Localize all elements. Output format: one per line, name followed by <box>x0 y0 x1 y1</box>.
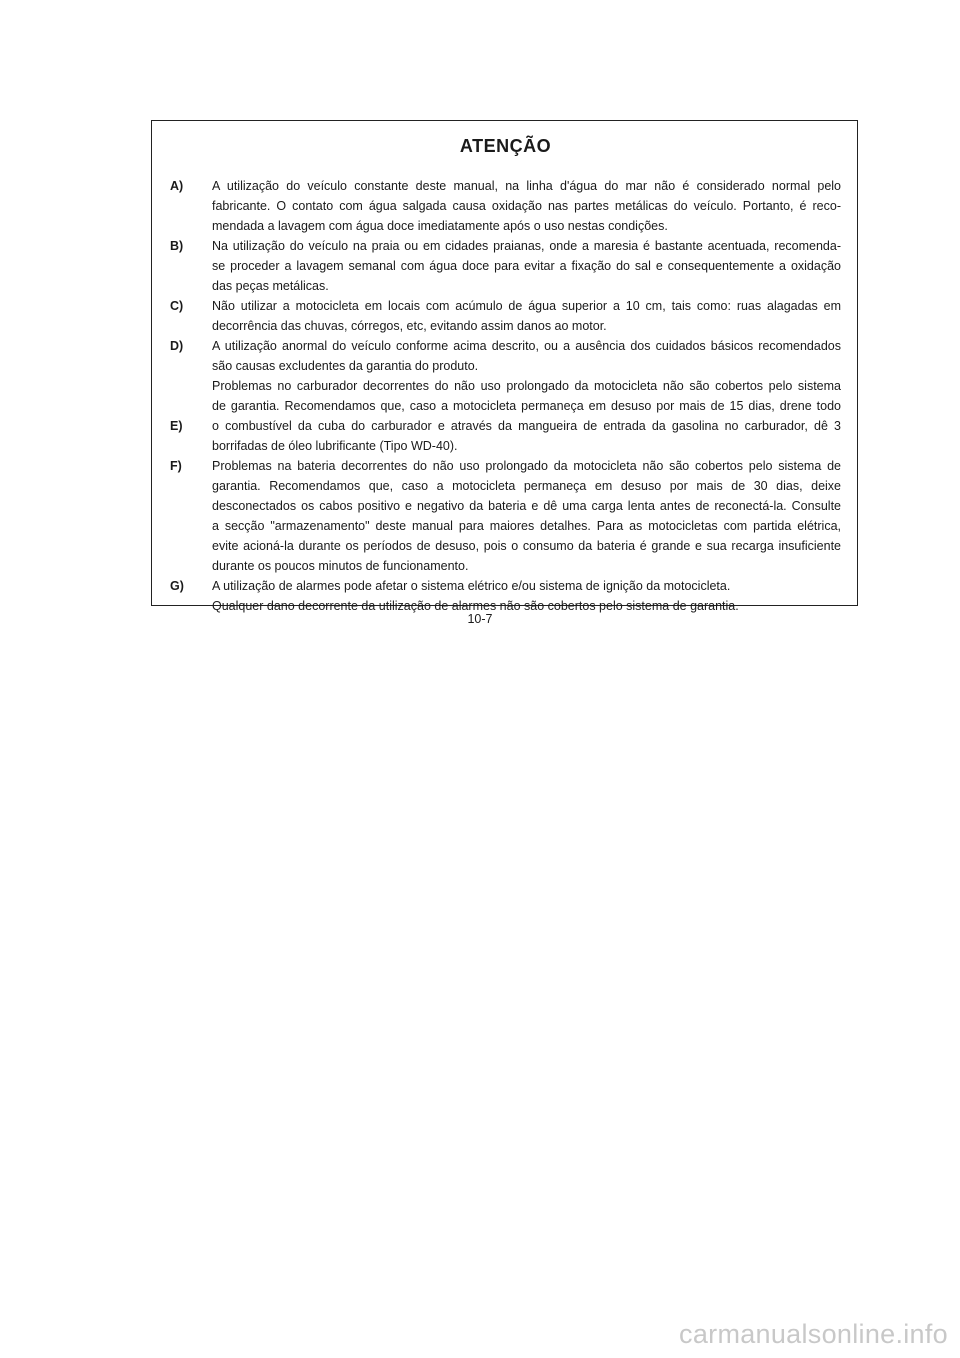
item-line: Qualquer dano decorrente da utilização de alarmes não são cobertos pelo sistema de garantia. <box>212 599 739 613</box>
notice-item-a <box>170 176 841 236</box>
item-letter: D) <box>170 339 184 353</box>
item-letter: G) <box>170 579 184 593</box>
item-line: A utilização do veículo constante deste manual, na linha d'água do mar não é considerado normal pelo <box>212 179 841 193</box>
item-line: A utilização de alarmes pode afetar o sistema elétrico e/ou sistema de ignição da motocicleta. <box>212 579 731 593</box>
notice-item-c <box>170 296 841 336</box>
item-text <box>212 376 841 456</box>
item-text <box>212 296 841 336</box>
item-letter: C) <box>170 299 184 313</box>
watermark: carmanualsonline.info <box>679 1319 948 1349</box>
item-line: se proceder a lavagem semanal com água doce para evitar a fixação do sal e consequentemente a oxidação <box>212 259 841 273</box>
notice-item-b <box>170 236 841 296</box>
item-text <box>212 336 841 376</box>
item-line: de garantia. Recomendamos que, caso a motocicleta permaneça em desuso por mais de 15 dias, drene todo <box>212 399 841 413</box>
item-line: o combustível da cuba do carburador e através da mangueira de entrada da gasolina no carburador, dê 3 <box>212 419 841 433</box>
item-line: fabricante. O contato com água salgada causa oxidação nas partes metálicas do veículo. Portanto, é reco- <box>212 199 841 213</box>
item-line: borrifadas de óleo lubrificante (Tipo WD-40). <box>212 439 458 453</box>
item-line: A utilização anormal do veículo conforme acima descrito, ou a ausência dos cuidados básicos recomendados <box>212 339 841 353</box>
item-line: Problemas no carburador decorrentes do não uso prolongado da motocicleta não são cobertos pelo sistema <box>212 379 841 393</box>
notice-item-e <box>170 376 841 456</box>
item-line: decorrência das chuvas, córregos, etc, evitando assim danos ao motor. <box>212 319 607 333</box>
item-line: garantia. Recomendamos que, caso a motocicleta permaneça em desuso por mais de 30 dias, deixe <box>212 479 841 493</box>
notice-item-f <box>170 456 841 576</box>
item-text <box>212 176 841 236</box>
item-line: Problemas na bateria decorrentes do não uso prolongado da motocicleta não são cobertos pelo sistema de <box>212 459 841 473</box>
item-letter-text: E) <box>170 419 183 433</box>
item-line: Na utilização do veículo na praia ou em cidades praianas, onde a maresia é bastante acentuada, recomenda- <box>212 239 841 253</box>
item-line: durante os poucos minutos de funcionamento. <box>212 559 469 573</box>
item-letter <box>170 376 212 436</box>
item-line: Não utilizar a motocicleta em locais com acúmulo de água superior a 10 cm, tais como: ruas alagadas em <box>212 299 841 313</box>
item-letter: F) <box>170 459 182 473</box>
item-text <box>212 456 841 576</box>
item-text <box>212 576 841 616</box>
item-line: mendada a lavagem com água doce imediatamente após o uso nestas condições. <box>212 219 668 233</box>
item-line: são causas excludentes da garantia do produto. <box>212 359 479 373</box>
notice-item-d <box>170 336 841 376</box>
page-number: 10-7 <box>467 612 493 626</box>
notice-title: ATENÇÃO <box>459 136 552 156</box>
item-text <box>212 236 841 296</box>
item-line: desconectados os cabos positivo e negativo da bateria e dê uma carga lenta antes de reconectá-la. Consulte <box>212 499 841 513</box>
notice-item-g <box>170 576 841 616</box>
item-line: a secção "armazenamento" deste manual para maiores detalhes. Para as motocicletas com partida elétrica, <box>212 519 841 533</box>
item-letter: A) <box>170 179 184 193</box>
item-letter: B) <box>170 239 184 253</box>
notice-box <box>151 120 858 613</box>
item-line: evite acioná-la durante os períodos de desuso, pois o consumo da bateria é grande e sua recarga insuficiente <box>212 539 841 553</box>
item-line: das peças metálicas. <box>212 279 329 293</box>
